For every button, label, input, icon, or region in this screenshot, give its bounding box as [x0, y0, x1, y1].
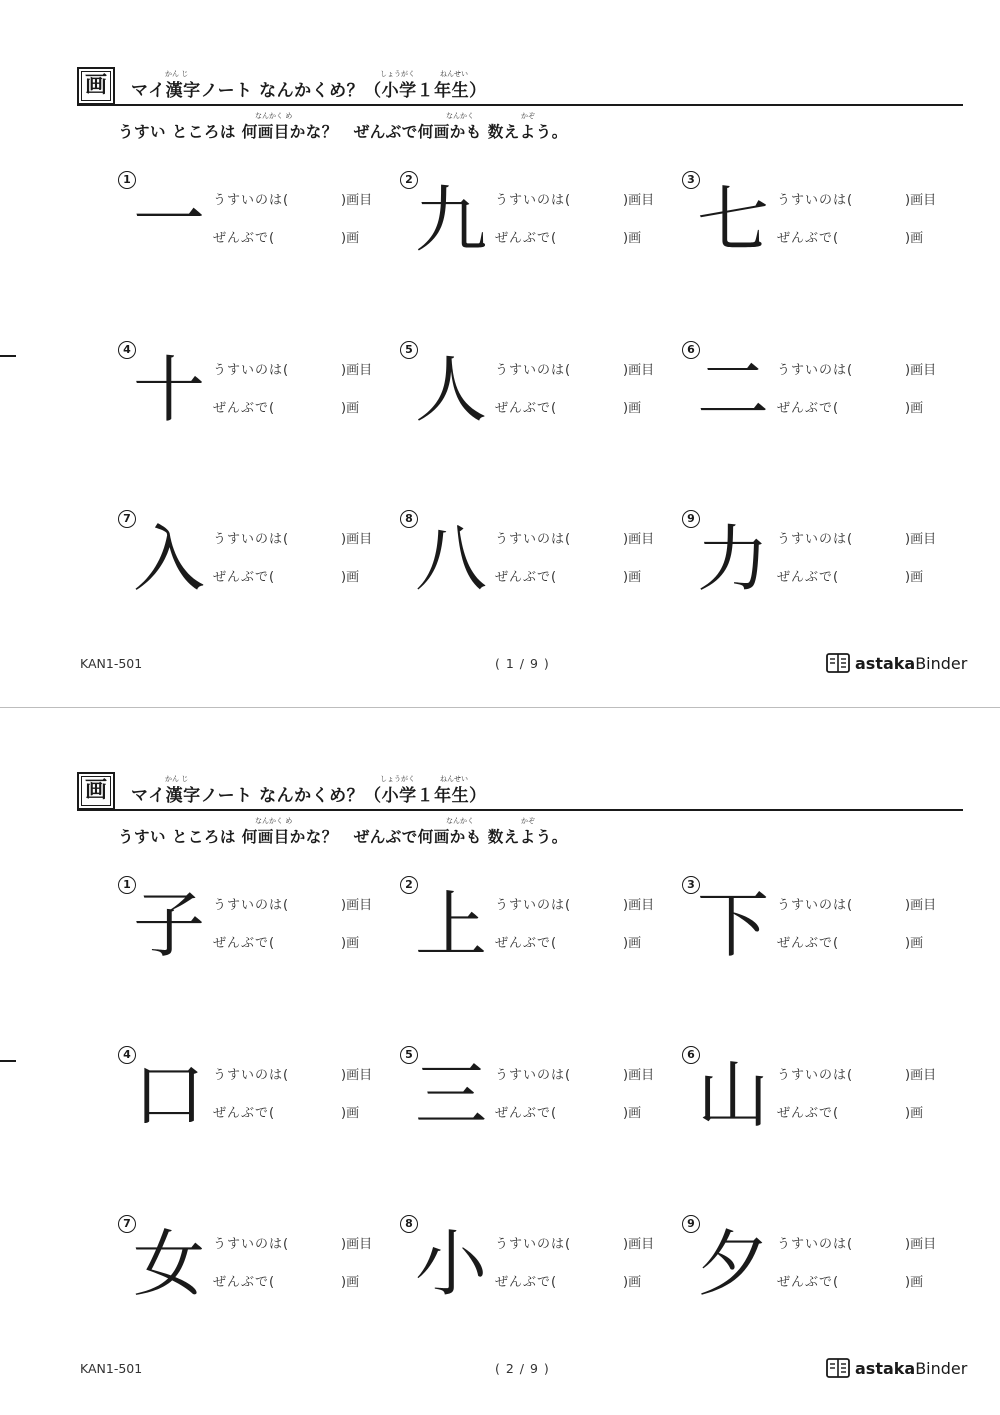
total-strokes-label: ぜんぶで(	[777, 1106, 840, 1121]
ruby-kanji: かん じ	[165, 775, 189, 783]
question-number: 3	[682, 171, 700, 189]
kanji-character: 十	[132, 348, 205, 432]
thin-stroke-label: うすいのは(	[777, 363, 854, 378]
question-number: 2	[400, 876, 418, 894]
ruby-nensei: ねんせい	[440, 775, 468, 783]
thin-stroke-label: うすいのは(	[495, 363, 572, 378]
worksheet-page-1	[0, 0, 1000, 700]
kanji-question	[682, 876, 962, 1006]
thin-stroke-label: うすいのは(	[213, 898, 290, 913]
thin-stroke-label: うすいのは(	[213, 1237, 290, 1252]
kanji-question	[400, 171, 680, 301]
kanji-character: 力	[696, 517, 769, 601]
total-strokes-suffix: )画	[905, 1106, 924, 1121]
ruby-shougaku: しょうがく	[380, 70, 415, 78]
thin-stroke-label: うすいのは(	[213, 1068, 290, 1083]
kanji-question	[682, 510, 962, 640]
ruby-nankakume: なんかく め	[255, 817, 293, 825]
ruby-nensei: ねんせい	[440, 70, 468, 78]
kanji-character: 小	[414, 1222, 487, 1306]
total-strokes-suffix: )画	[341, 1106, 360, 1121]
kanji-question	[400, 1215, 680, 1345]
question-number: 2	[400, 171, 418, 189]
total-strokes-suffix: )画	[341, 231, 360, 246]
thin-stroke-label: うすいのは(	[777, 193, 854, 208]
thin-stroke-suffix: )画目	[623, 532, 655, 547]
question-number: 6	[682, 1046, 700, 1064]
thin-stroke-label: うすいのは(	[495, 1237, 572, 1252]
brand-name-bold: astaka	[855, 1358, 916, 1378]
thin-stroke-label: うすいのは(	[213, 363, 290, 378]
page-title: マイ漢字ノート なんかくめ？（小学１年生）	[131, 81, 487, 101]
kanji-question	[682, 341, 962, 471]
total-strokes-suffix: )画	[341, 570, 360, 585]
thin-stroke-label: うすいのは(	[495, 532, 572, 547]
kanji-character: 口	[132, 1053, 205, 1137]
question-number: 9	[682, 510, 700, 528]
binder-icon	[826, 652, 850, 674]
page-title: マイ漢字ノート なんかくめ？（小学１年生）	[131, 786, 487, 806]
brand-name-light: Binder	[915, 653, 968, 673]
question-number: 9	[682, 1215, 700, 1233]
total-strokes-suffix: )画	[341, 936, 360, 951]
total-strokes-label: ぜんぶで(	[495, 1275, 558, 1290]
thin-stroke-suffix: )画目	[623, 193, 655, 208]
stroke-logo-icon: 画	[77, 67, 115, 105]
thin-stroke-suffix: )画目	[341, 193, 373, 208]
kanji-question	[118, 1046, 398, 1176]
thin-stroke-label: うすいのは(	[213, 193, 290, 208]
kanji-question	[682, 171, 962, 301]
question-number: 1	[118, 171, 136, 189]
question-number: 5	[400, 341, 418, 359]
question-number: 7	[118, 1215, 136, 1233]
total-strokes-suffix: )画	[905, 936, 924, 951]
thin-stroke-label: うすいのは(	[213, 532, 290, 547]
kanji-character: 七	[696, 178, 769, 262]
question-number: 8	[400, 510, 418, 528]
fold-mark	[0, 355, 16, 357]
thin-stroke-label: うすいのは(	[495, 1068, 572, 1083]
kanji-character: 人	[414, 348, 487, 432]
instruction-text: うすい ところは 何画目かな？ ぜんぶで何画かも 数えよう。	[118, 828, 568, 846]
total-strokes-suffix: )画	[905, 1275, 924, 1290]
kanji-question	[400, 510, 680, 640]
total-strokes-label: ぜんぶで(	[213, 936, 276, 951]
kanji-character: 上	[414, 883, 487, 967]
question-number: 6	[682, 341, 700, 359]
kanji-question	[118, 876, 398, 1006]
kanji-character: 山	[696, 1053, 769, 1137]
total-strokes-label: ぜんぶで(	[495, 1106, 558, 1121]
brand-logo	[826, 1357, 967, 1379]
kanji-character: 九	[414, 178, 487, 262]
kanji-character: 二	[696, 348, 769, 432]
total-strokes-label: ぜんぶで(	[213, 401, 276, 416]
worksheet-page-2	[0, 705, 1000, 1405]
total-strokes-suffix: )画	[905, 401, 924, 416]
ruby-kazoe: かぞ	[521, 817, 535, 825]
total-strokes-suffix: )画	[623, 936, 642, 951]
kanji-character: 下	[696, 883, 769, 967]
total-strokes-suffix: )画	[623, 231, 642, 246]
thin-stroke-suffix: )画目	[341, 1237, 373, 1252]
total-strokes-suffix: )画	[623, 1275, 642, 1290]
brand-logo	[826, 652, 967, 674]
total-strokes-label: ぜんぶで(	[213, 570, 276, 585]
question-number: 7	[118, 510, 136, 528]
ruby-kanji: かん じ	[165, 70, 189, 78]
question-number: 4	[118, 1046, 136, 1064]
total-strokes-suffix: )画	[341, 401, 360, 416]
question-number: 5	[400, 1046, 418, 1064]
total-strokes-label: ぜんぶで(	[777, 401, 840, 416]
thin-stroke-label: うすいのは(	[495, 898, 572, 913]
kanji-question	[118, 510, 398, 640]
kanji-character: 八	[414, 517, 487, 601]
ruby-kazoe: かぞ	[521, 112, 535, 120]
question-number: 3	[682, 876, 700, 894]
brand-name-bold: astaka	[855, 653, 916, 673]
kanji-question	[118, 171, 398, 301]
kanji-character: 夕	[696, 1222, 769, 1306]
stroke-logo-icon: 画	[77, 772, 115, 810]
total-strokes-label: ぜんぶで(	[495, 231, 558, 246]
kanji-question	[682, 1215, 962, 1345]
worksheet-code: KAN1-501	[80, 656, 143, 671]
thin-stroke-suffix: )画目	[905, 363, 937, 378]
kanji-question	[682, 1046, 962, 1176]
thin-stroke-suffix: )画目	[905, 1068, 937, 1083]
thin-stroke-suffix: )画目	[623, 898, 655, 913]
thin-stroke-suffix: )画目	[905, 193, 937, 208]
thin-stroke-label: うすいのは(	[777, 532, 854, 547]
ruby-nankakume: なんかく め	[255, 112, 293, 120]
thin-stroke-suffix: )画目	[905, 532, 937, 547]
total-strokes-label: ぜんぶで(	[777, 1275, 840, 1290]
kanji-character: 子	[132, 883, 205, 967]
thin-stroke-suffix: )画目	[623, 363, 655, 378]
ruby-nankaku: なんかく	[446, 112, 474, 120]
thin-stroke-suffix: )画目	[341, 898, 373, 913]
thin-stroke-suffix: )画目	[905, 898, 937, 913]
total-strokes-suffix: )画	[905, 231, 924, 246]
total-strokes-label: ぜんぶで(	[777, 936, 840, 951]
ruby-shougaku: しょうがく	[380, 775, 415, 783]
kanji-question	[118, 1215, 398, 1345]
total-strokes-label: ぜんぶで(	[213, 231, 276, 246]
binder-icon	[826, 1357, 850, 1379]
thin-stroke-suffix: )画目	[341, 532, 373, 547]
total-strokes-suffix: )画	[905, 570, 924, 585]
instruction-text: うすい ところは 何画目かな？ ぜんぶで何画かも 数えよう。	[118, 123, 568, 141]
question-number: 8	[400, 1215, 418, 1233]
brand-name-light: Binder	[915, 1358, 968, 1378]
kanji-character: 三	[414, 1053, 487, 1137]
total-strokes-suffix: )画	[623, 570, 642, 585]
total-strokes-suffix: )画	[341, 1275, 360, 1290]
question-number: 4	[118, 341, 136, 359]
thin-stroke-suffix: )画目	[341, 363, 373, 378]
kanji-character: 女	[132, 1222, 205, 1306]
page-number: ( 2 / 9 )	[495, 1361, 550, 1376]
total-strokes-label: ぜんぶで(	[495, 570, 558, 585]
thin-stroke-label: うすいのは(	[777, 1068, 854, 1083]
thin-stroke-suffix: )画目	[905, 1237, 937, 1252]
kanji-character: 入	[132, 517, 205, 601]
kanji-question	[400, 1046, 680, 1176]
thin-stroke-suffix: )画目	[623, 1068, 655, 1083]
total-strokes-suffix: )画	[623, 1106, 642, 1121]
kanji-question	[118, 341, 398, 471]
kanji-character: 一	[132, 178, 205, 262]
kanji-question	[400, 341, 680, 471]
thin-stroke-label: うすいのは(	[777, 1237, 854, 1252]
question-number: 1	[118, 876, 136, 894]
ruby-nankaku: なんかく	[446, 817, 474, 825]
kanji-question	[400, 876, 680, 1006]
total-strokes-label: ぜんぶで(	[495, 401, 558, 416]
thin-stroke-suffix: )画目	[623, 1237, 655, 1252]
thin-stroke-label: うすいのは(	[495, 193, 572, 208]
fold-mark	[0, 1060, 16, 1062]
total-strokes-label: ぜんぶで(	[777, 570, 840, 585]
total-strokes-label: ぜんぶで(	[213, 1275, 276, 1290]
total-strokes-label: ぜんぶで(	[213, 1106, 276, 1121]
worksheet-code: KAN1-501	[80, 1361, 143, 1376]
total-strokes-label: ぜんぶで(	[777, 231, 840, 246]
total-strokes-label: ぜんぶで(	[495, 936, 558, 951]
total-strokes-suffix: )画	[623, 401, 642, 416]
thin-stroke-suffix: )画目	[341, 1068, 373, 1083]
header-rule	[77, 104, 963, 106]
page-number: ( 1 / 9 )	[495, 656, 550, 671]
header-rule	[77, 809, 963, 811]
thin-stroke-label: うすいのは(	[777, 898, 854, 913]
